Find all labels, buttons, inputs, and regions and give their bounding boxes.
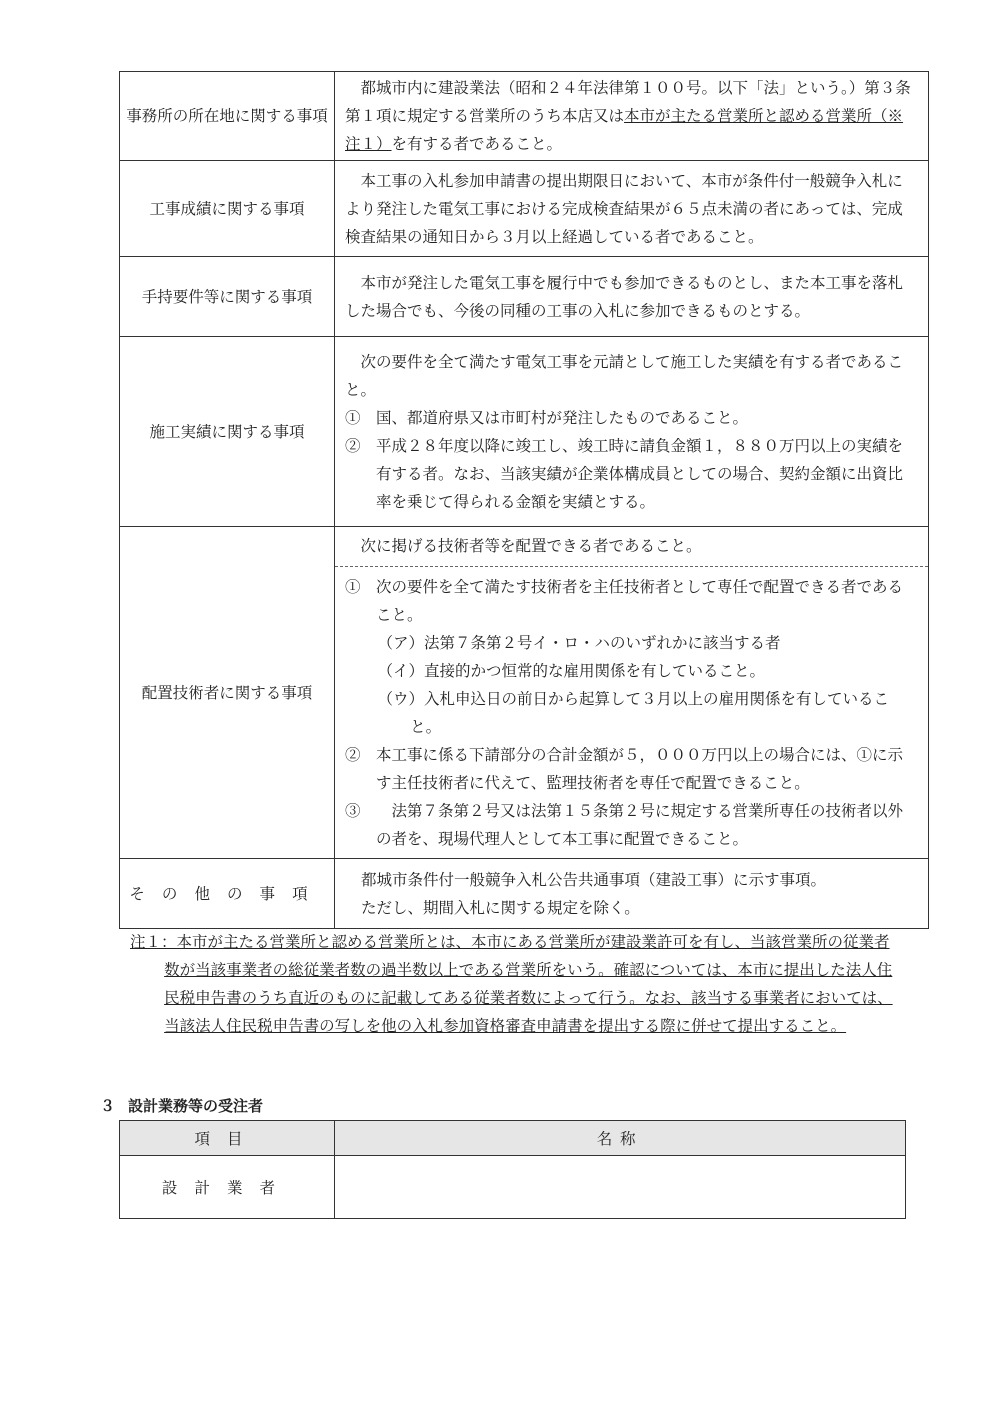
designer-label: 設計業者 <box>120 1156 335 1219</box>
row-content <box>335 161 929 257</box>
underlined-text: 本市が主たる営業所と認める営業所（※注１） <box>345 107 904 153</box>
section-3-heading <box>100 1095 263 1116</box>
row-label: 手持要件等に関する事項 <box>120 257 335 337</box>
row-label: 工事成績に関する事項 <box>120 161 335 257</box>
designer-row <box>120 1156 906 1219</box>
section-title: 設計業務等の受注者 <box>128 1097 264 1115</box>
row-content <box>335 527 929 859</box>
other-line-2: ただし、期間入札に関する規定を除く。 <box>361 898 640 917</box>
header-item: 項目 <box>120 1121 335 1156</box>
row-performance <box>120 161 929 257</box>
row-record <box>120 337 929 527</box>
engineer-item-1: ① 次の要件を全て満たす技術者を主任技術者として専任で配置できる者であること。 <box>345 578 904 624</box>
section-number: ３ <box>100 1097 116 1115</box>
row-label: その他の事項 <box>120 859 335 929</box>
record-intro: 次の要件を全て満たす電気工事を元請として施工した実績を有する者であること。 <box>345 352 904 399</box>
performance-text: 本工事の入札参加申請書の提出期限日において、本市が条件付一般競争入札により発注した電気工事における完成検査結果が６５点未満の者にあっては、完成検査結果の通知日から３月以上経過している者であること。 <box>345 171 903 246</box>
requirements-table <box>119 71 929 929</box>
engineer-sub-i: （イ）直接的かつ恒常的な雇用関係を有していること。 <box>377 662 766 680</box>
other-line-1: 都城市条件付一般競争入札公告共通事項（建設工事）に示す事項。 <box>361 870 827 889</box>
engineer-sub-u: （ウ）入札申込日の前日から起算して３月以上の雇用関係を有していること。 <box>377 690 890 736</box>
record-item-1: ① 国、都道府県又は市町村が発注したものであること。 <box>345 408 749 427</box>
row-content <box>335 257 929 337</box>
engineer-item-3: ③ 法第７条第２号又は法第１５条第２号に規定する営業所専任の技術者以外の者を、現場代理人として本工事に配置できること。 <box>345 802 904 848</box>
text-part: 都城市内に建設業法（昭和２４年法律第１００号。以下「法」という。）第３条第１項に規定する営業所のうち本店又は <box>345 79 911 125</box>
row-engineer <box>120 527 929 859</box>
row-content <box>335 72 929 161</box>
text-part: を有する者であること。 <box>391 135 563 153</box>
record-item-2: ② 平成２８年度以降に竣工し、竣工時に請負金額１，８８０万円以上の実績を有する者。なお、当該実績が企業体構成員としての場合、契約金額に出資比率を乗じて得られる金額を実績とする。 <box>345 436 904 511</box>
row-label: 配置技術者に関する事項 <box>120 527 335 859</box>
engineer-items <box>335 567 928 857</box>
row-label: 事務所の所在地に関する事項 <box>120 72 335 161</box>
footnote-text <box>130 928 900 1040</box>
row-other <box>120 859 929 929</box>
header-name: 名称 <box>335 1121 906 1156</box>
holding-text: 本市が発注した電気工事を履行中でも参加できるものとし、また本工事を落札した場合でも、今後の同種の工事の入札に参加できるものとする。 <box>345 273 904 320</box>
designer-value <box>335 1156 906 1219</box>
row-label: 施工実績に関する事項 <box>120 337 335 527</box>
row-content <box>335 337 929 527</box>
footnote <box>130 928 900 1040</box>
footnote-underlined: 注１：本市が主たる営業所と認める営業所とは、本市にある営業所が建設業許可を有し、当該営業所の従業者数が当該事業者の総従業者数の過半数以上である営業所をいう。確認については、本市に提出した法人住民税申告書のうち直近のものに記載してある従業者数によって行う。なお、該当する事業者においては、当該法人住民税申告書の写しを他の入札参加資格審査申請書を提出する際に併せて提出すること。 <box>130 933 893 1035</box>
row-office-location <box>120 72 929 161</box>
row-content <box>335 859 929 929</box>
designer-table <box>119 1120 906 1219</box>
office-text <box>345 74 918 158</box>
engineer-item-2: ② 本工事に係る下請部分の合計金額が５，０００万円以上の場合には、①に示す主任技術者に代えて、監理技術者を専任で配置できること。 <box>345 746 904 792</box>
engineer-sub-a: （ア）法第７条第２号イ・ロ・ハのいずれかに該当する者 <box>377 634 781 652</box>
designer-table-header <box>120 1121 906 1156</box>
row-holding <box>120 257 929 337</box>
engineer-intro: 次に掲げる技術者等を配置できる者であること。 <box>335 528 928 567</box>
